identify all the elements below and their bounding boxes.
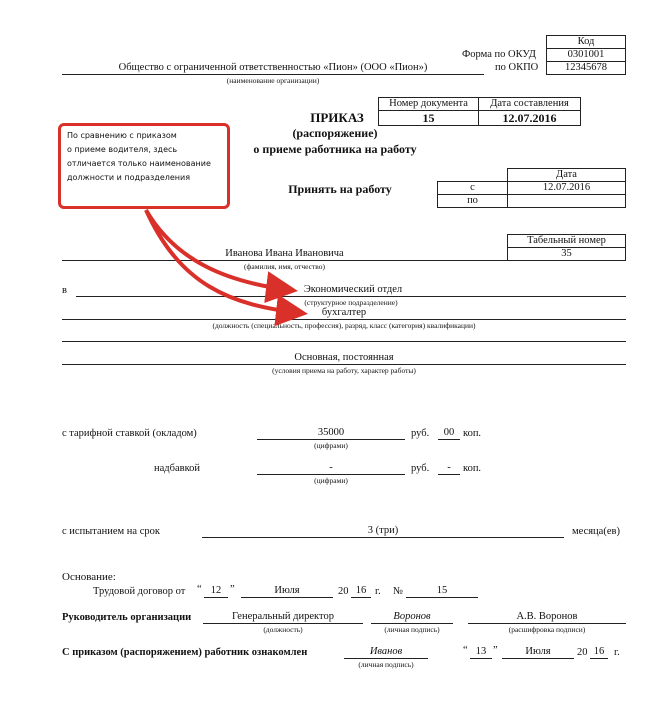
okpo-label: по ОКПО [495, 62, 539, 73]
head-label: Руководитель организации [62, 612, 192, 623]
doc-number-header: Номер документа [378, 97, 479, 111]
okud-value-cell: 0301001 [546, 48, 626, 62]
basis-label: Основание: [62, 571, 116, 583]
bonus-rub: руб. [411, 463, 430, 474]
probation-line [202, 537, 564, 538]
contract-number-line [406, 597, 478, 598]
contract-no-label: № [393, 586, 404, 597]
doc-number-value: 15 [378, 110, 479, 126]
ack-signature-line [344, 658, 428, 659]
org-name: Общество с ограниченной ответственностью «Пион» (ООО «Пион») [118, 62, 428, 73]
head-name-caption: (расшифровка подписи) [508, 625, 586, 634]
probation-value: 3 (три) [367, 525, 399, 536]
bonus-kop-value: - [447, 462, 451, 473]
probation-unit: месяца(ев) [572, 526, 620, 537]
employee-caption: (фамилия, имя, отчество) [244, 262, 325, 271]
ack-signature-caption: (личная подпись) [358, 660, 414, 669]
ack-q-close: ” [493, 645, 498, 656]
position-caption: (должность (специальность, профессия), разряд, класс (категория) квалификации) [212, 321, 476, 330]
contract-year-line [351, 597, 371, 598]
bonus-value: - [329, 462, 333, 473]
ack-year-suffix: г. [614, 647, 620, 658]
org-caption: (наименование организации) [226, 76, 320, 85]
contract-q-close: ” [230, 584, 235, 595]
department: Экономический отдел [303, 284, 403, 295]
doc-subtitle: (распоряжение) [292, 126, 378, 140]
hire-from-label: с [437, 181, 508, 195]
conditions-caption: (условия приема на работу, характер работы) [272, 366, 416, 375]
probation-label: с испытанием на срок [62, 526, 160, 537]
head-signature-line [371, 623, 453, 624]
hire-from-value: 12.07.2016 [507, 181, 626, 195]
ack-month: Июля [525, 646, 551, 657]
tab-number-value: 35 [507, 247, 626, 261]
bonus-label: надбавкой [154, 463, 201, 474]
ack-year: 16 [593, 646, 605, 657]
rate-kop-line [438, 439, 460, 440]
doc-date-value: 12.07.2016 [478, 110, 581, 126]
hire-title: Принять на работу [288, 182, 392, 196]
code-header-cell: Код [546, 35, 626, 49]
bonus-digits-caption: (цифрами) [314, 476, 348, 485]
contract-label: Трудовой договор от [93, 586, 186, 597]
rate-kop-value: 00 [443, 427, 455, 438]
head-position-line [203, 623, 363, 624]
doc-date-header: Дата составления [478, 97, 581, 111]
hire-date-header: Дата [507, 168, 626, 182]
rate-kop: коп. [463, 428, 482, 439]
ack-day-line [470, 658, 492, 659]
rate-digits-caption: (цифрами) [314, 441, 348, 450]
okpo-value-cell: 12345678 [546, 61, 626, 75]
okud-label: Форма по ОКУД [462, 49, 536, 60]
conditions: Основная, постоянная [294, 352, 394, 363]
doc-subject: о приеме работника на работу [253, 142, 417, 156]
arrow-to-position [146, 210, 300, 313]
tab-number-header: Табельный номер [507, 234, 626, 248]
head-position: Генеральный директор [232, 611, 334, 622]
head-name-line [468, 623, 626, 624]
rate-value: 35000 [317, 427, 345, 438]
ack-day: 13 [475, 646, 487, 657]
doc-title: ПРИКАЗ [310, 110, 364, 125]
ack-month-line [502, 658, 574, 659]
contract-month-line [241, 597, 333, 598]
ack-year-line [590, 658, 608, 659]
ack-label: С приказом (распоряжением) работник ознакомлен [62, 647, 308, 658]
ack-signature: Иванов [369, 646, 403, 657]
head-signature: Воронов [393, 611, 431, 622]
head-position-caption: (должность) [263, 625, 303, 634]
in-label: в [62, 285, 67, 296]
head-signature-caption: (личная подпись) [384, 625, 440, 634]
contract-day-line [204, 597, 228, 598]
hire-to-label: по [437, 194, 508, 208]
bonus-kop: коп. [463, 463, 482, 474]
annotation-callout: По сравнению с приказом о приеме водителя, здесь отличается только наименование должности и подразделения [58, 123, 230, 209]
rate-line [257, 439, 405, 440]
ack-year-prefix: 20 [577, 647, 588, 658]
contract-number: 15 [436, 585, 448, 596]
contract-day: 12 [210, 585, 222, 596]
contract-year-suffix: г. [375, 586, 381, 597]
contract-q-open: “ [197, 584, 202, 595]
employee-name: Иванова Ивана Ивановича [225, 248, 344, 259]
contract-year: 16 [355, 585, 367, 596]
bonus-kop-line [438, 474, 460, 475]
department-caption: (структурное подразделение) [304, 298, 398, 307]
ack-q-open: “ [463, 645, 468, 656]
contract-month: Июля [274, 585, 300, 596]
rate-label: с тарифной ставкой (окладом) [62, 428, 197, 439]
contract-year-prefix: 20 [338, 586, 349, 597]
rate-rub: руб. [411, 428, 430, 439]
bonus-line [257, 474, 405, 475]
head-name: А.В. Воронов [516, 611, 578, 622]
position: бухгалтер [321, 307, 367, 318]
